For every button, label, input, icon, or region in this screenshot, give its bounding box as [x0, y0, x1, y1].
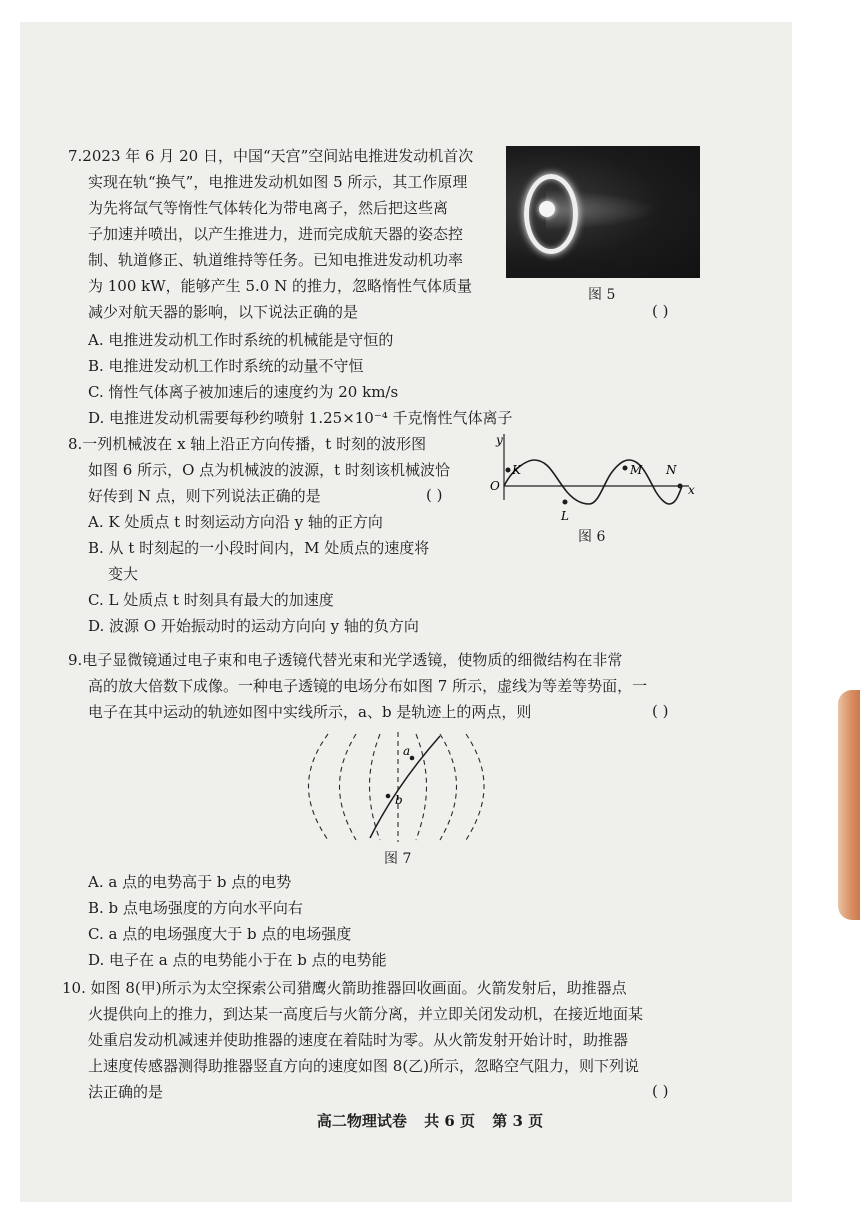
q10-answer-paren: ( ) — [652, 1082, 669, 1100]
q7-line-5: 制、轨道修正、轨道维持等任务。已知电推进发动机功率 — [88, 251, 464, 269]
point-a — [410, 756, 415, 761]
q7-option-b: B. 电推进发动机工作时系统的动量不守恒 — [88, 357, 364, 375]
point-k — [506, 468, 511, 473]
q9-line-1: 9.电子显微镜通过电子束和电子透镜代替光束和光学透镜，使物质的细微结构在非常 — [68, 651, 623, 669]
q9-option-c: C. a 点的电场强度大于 b 点的电场强度 — [88, 925, 352, 943]
q7-line-7: 减少对航天器的影响，以下说法正确的是 — [88, 303, 359, 321]
q10-line-1: 10. 如图 8(甲)所示为太空探索公司猎鹰火箭助推器回收画面。火箭发射后，助推器点 — [62, 979, 627, 997]
q8-option-c: C. L 处质点 t 时刻具有最大的加速度 — [88, 591, 334, 609]
q9-option-d: D. 电子在 a 点的电势能小于在 b 点的电势能 — [88, 951, 387, 969]
point-l — [563, 500, 568, 505]
q8-option-a: A. K 处质点 t 时刻运动方向沿 y 轴的正方向 — [88, 513, 383, 531]
figure-6-wave — [484, 430, 702, 526]
point-n — [678, 484, 683, 489]
y-axis-label: y — [496, 433, 503, 447]
figure-5-thruster-photo — [506, 146, 700, 278]
q8-line-3: 好传到 N 点，则下列说法正确的是 — [88, 487, 321, 505]
q9-line-2: 高的放大倍数下成像。一种电子透镜的电场分布如图 7 所示，虚线为等差等势面，一 — [88, 677, 648, 695]
q10-line-3: 处重启发动机减速并使助推器的速度在着陆时为零。从火箭发射开始计时，助推器 — [88, 1031, 629, 1049]
footer-page-number: 第 3 页 — [492, 1112, 544, 1130]
footer-total-pages: 共 6 页 — [424, 1112, 475, 1130]
x-axis-label: x — [688, 483, 695, 497]
q7-line-1: 7.2023 年 6 月 20 日，中国“天宫”空间站电推进发动机首次 — [68, 147, 474, 165]
equipotential-3 — [370, 734, 381, 840]
page-edge-tab — [838, 690, 860, 920]
point-m — [623, 466, 628, 471]
point-m-label: M — [630, 463, 643, 477]
q8-line-2: 如图 6 所示，O 点为机械波的波源，t 时刻该机械波恰 — [88, 461, 450, 479]
equipotential-5 — [416, 734, 427, 840]
point-n-label: N — [666, 463, 677, 477]
equipotential-1 — [309, 734, 329, 840]
q7-option-d: D. 电推进发动机需要每秒约喷射 1.25×10⁻⁴ 千克惰性气体离子 — [88, 409, 513, 427]
point-b-label: b — [395, 793, 403, 807]
q7-line-3: 为先将氙气等惰性气体转化为带电离子，然后把这些离 — [88, 199, 449, 217]
q9-option-b: B. b 点电场强度的方向水平向右 — [88, 899, 303, 917]
q8-option-d: D. 波源 O 开始振动时的运动方向向 y 轴的负方向 — [88, 617, 419, 635]
equipotential-7 — [466, 734, 484, 840]
figure-7-caption: 图 7 — [384, 851, 412, 867]
q10-line-5: 法正确的是 — [88, 1083, 164, 1101]
point-k-label: K — [512, 463, 521, 477]
q10-line-2: 火提供向上的推力，到达某一高度后与火箭分离，并立即关闭发动机，在接近地面某 — [88, 1005, 644, 1023]
figure-6-caption: 图 6 — [578, 529, 606, 545]
q8-option-b-cont: 变大 — [108, 565, 139, 583]
figure-5-caption: 图 5 — [588, 287, 616, 303]
q8-option-b: B. 从 t 时刻起的一小段时间内，M 处质点的速度将 — [88, 539, 430, 557]
q9-option-a: A. a 点的电势高于 b 点的电势 — [88, 873, 292, 891]
q7-line-6: 为 100 kW，能够产生 5.0 N 的推力，忽略惰性气体质量 — [88, 277, 472, 295]
q7-line-4: 子加速并喷出，以产生推进力，进而完成航天器的姿态控 — [88, 225, 464, 243]
equipotential-6 — [440, 734, 457, 840]
equipotential-2 — [340, 734, 357, 840]
q7-answer-paren: ( ) — [652, 302, 669, 320]
q7-option-a: A. 电推进发动机工作时系统的机械能是守恒的 — [88, 331, 394, 349]
point-l-label: L — [561, 509, 569, 523]
q7-line-2: 实现在轨“换气”，电推进发动机如图 5 所示，其工作原理 — [88, 173, 468, 191]
page-footer — [0, 1110, 860, 1131]
q8-answer-paren: ( ) — [426, 486, 443, 504]
equipotential-lines — [309, 732, 485, 842]
q10-line-4: 上速度传感器测得助推器竖直方向的速度如图 8(乙)所示，忽略空气阻力，则下列说 — [88, 1057, 640, 1075]
thruster-core — [539, 201, 555, 217]
q9-line-3: 电子在其中运动的轨迹如图中实线所示，a、b 是轨迹上的两点，则 — [88, 703, 532, 721]
q7-option-c: C. 惰性气体离子被加速后的速度约为 20 km/s — [88, 383, 399, 401]
wave-curve — [504, 460, 682, 504]
origin-label: O — [490, 479, 500, 493]
footer-title: 高二物理试卷 — [316, 1112, 407, 1130]
q9-answer-paren: ( ) — [652, 702, 669, 720]
point-b — [386, 794, 391, 799]
q8-line-1: 8.一列机械波在 x 轴上沿正方向传播，t 时刻的波形图 — [68, 435, 427, 453]
point-a-label: a — [403, 744, 411, 758]
figure-7-lens-field — [300, 730, 490, 845]
